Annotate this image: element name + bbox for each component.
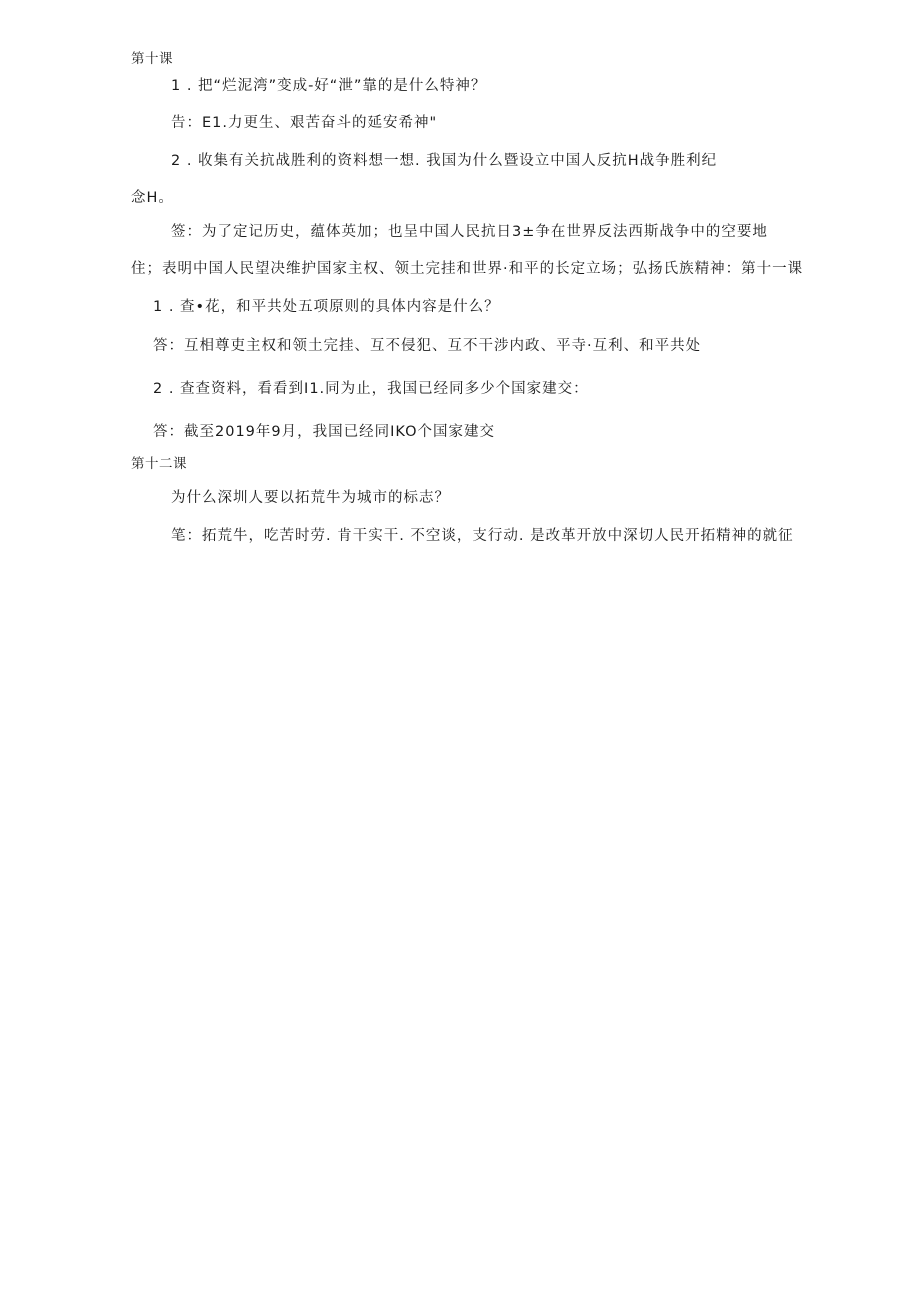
answer-line: 笔：拓荒牛，吃苦时劳. 肯干实干. 不空谈，支行动. 是改革开放中深切人民开拓精神的就征 [171,528,794,544]
answer-line: 签：为了定记历史，蕴体英加；也呈中国人民抗日3±争在世界反法西斯战争中的空要地 [171,224,768,240]
question-line: 2 . 收集有关抗战胜利的资料想一想. 我国为什么暨设立中国人反抗H战争胜利纪 [171,153,718,169]
question-line-continued: 念H。 [131,190,174,206]
answer-line: 答：截至2019年9月，我国已经同IKO个国家建交 [153,424,496,440]
question-line: 2 . 查查资料，看看到I1.同为止，我国已经同多少个国家建交： [153,381,589,397]
question-line: 为什么深圳人要以拓荒牛为城市的标志？ [171,490,450,506]
lesson-heading: 第十课 [131,51,173,67]
answer-line: 告：E1.力更生、艰苦奋斗的延安希神" [171,115,438,131]
answer-line-continued: 住；表明中国人民望决维护国家主权、领土完挂和世界·和平的长定立场；弘扬氏族精神：第十一课 [131,261,804,277]
lesson-heading: 第十二课 [131,456,187,472]
question-line: 1 . 查•花，和平共处五项原则的具体内容是什么？ [153,299,500,315]
question-line: 1 . 把“烂泥湾”变成-好“泄”靠的是什么特神？ [171,78,487,94]
answer-line: 答：互相尊吏主权和领土完挂、互不侵犯、互不干涉内政、平寺·互利、和平共处 [153,338,702,354]
